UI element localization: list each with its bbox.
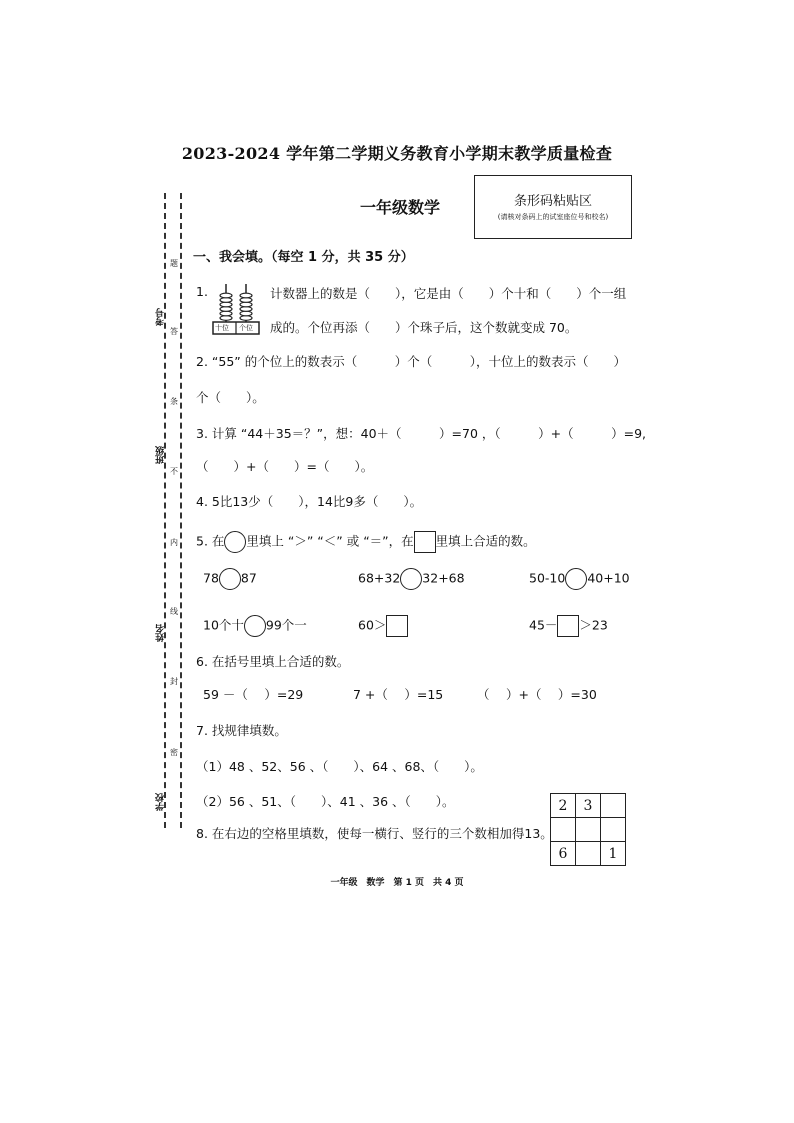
grid-cell[interactable] (601, 794, 626, 818)
grid-cell[interactable] (576, 842, 601, 866)
compare-1-right: 87 (240, 570, 257, 586)
compare-5-left: 60＞ (358, 617, 387, 633)
compare-6 (529, 615, 608, 637)
barcode-note: (请核对条码上的试室座位号和校名) (497, 213, 609, 221)
margin-char-5: 内 (170, 538, 178, 547)
q7-seq2: （2）56 、51、（ ）、41 、36 、（ ）。 (196, 794, 455, 809)
margin-label-exam-no: 考号 (156, 308, 166, 326)
q1-line1: 计数器上的数是（ ），它是由（ ）个十和（ ）个一组 (270, 286, 627, 301)
compare-circle-3[interactable] (565, 568, 587, 590)
grid-cell[interactable]: 6 (551, 842, 576, 866)
q5-mid: 里填上 “＞” “＜” 或 “＝”，在 (246, 533, 414, 549)
grid-cell[interactable] (576, 818, 601, 842)
q6-eq2: 7 +（ ）=15 (353, 687, 444, 702)
q7-seq1: （1）48 、52、56 、（ ）、64 、68、（ ）。 (196, 759, 483, 774)
compare-3-right: 40+10 (587, 570, 630, 586)
fill-square-6[interactable] (557, 615, 579, 637)
margin-dashed-line-inner (180, 193, 182, 828)
grid-cell[interactable]: 1 (601, 842, 626, 866)
q1-number: 1. (196, 284, 208, 299)
margin-char-3: 条 (170, 397, 178, 406)
exam-title: 2023-2024 学年第二学期义务教育小学期末教学质量检查 (181, 144, 613, 163)
margin-label-class: 班级 (156, 446, 166, 464)
margin-char-4: 不 (170, 467, 178, 476)
compare-6-right: ＞23 (579, 617, 608, 633)
q5-post: 里填上合适的数。 (435, 533, 536, 549)
compare-6-left: 45－ (529, 617, 558, 633)
margin-char-7: 封 (170, 677, 178, 686)
section-heading: 一、我会填。（每空 1 分，共 35 分） (193, 250, 414, 265)
compare-3 (529, 568, 630, 590)
compare-3-left: 50-10 (529, 570, 566, 586)
compare-4-right: 99个一 (265, 617, 307, 633)
page-footer: 一年级 数学 第 1 页 共 4 页 (330, 878, 464, 888)
q1-line2: 成的。个位再添（ ）个珠子后，这个数就变成 70。 (270, 320, 578, 335)
margin-label-school: 学校 (156, 793, 166, 811)
compare-1 (203, 568, 257, 590)
abacus-ones-label: 个位 (239, 324, 253, 332)
margin-char-6: 线 (170, 607, 178, 616)
q6-eq3: （ ）+（ ）=30 (477, 687, 597, 702)
q8-text: 8. 在右边的空格里填数，使每一横行、竖行的三个数相加得13。 (196, 826, 553, 841)
q6-eq1: 59 －（ ）=29 (203, 687, 304, 702)
q5-instruction (196, 531, 536, 553)
fill-square-5[interactable] (386, 615, 408, 637)
grid-cell[interactable] (601, 818, 626, 842)
circle-blank-icon (224, 531, 246, 553)
q3-line1: 3. 计算 “44＋35＝？”，想：40＋（ ）=70 ，（ ）+（ ）=9, (196, 426, 647, 441)
abacus-tens-label: 十位 (215, 324, 229, 332)
q4-text: 4. 5比13少（ ），14比9多（ ）。 (196, 494, 423, 509)
compare-1-left: 78 (203, 570, 219, 586)
compare-circle-1[interactable] (219, 568, 241, 590)
compare-2 (358, 568, 465, 590)
margin-dashed-line-outer (164, 193, 166, 828)
square-blank-icon (414, 531, 436, 553)
q6-heading: 6. 在括号里填上合适的数。 (196, 654, 350, 669)
grid-cell[interactable]: 3 (576, 794, 601, 818)
q3-line2: （ ）+（ ）=（ ）。 (196, 459, 374, 474)
compare-circle-2[interactable] (400, 568, 422, 590)
margin-char-1: 题 (170, 259, 178, 268)
compare-4 (203, 615, 307, 637)
barcode-area (474, 175, 632, 239)
grid-cell[interactable] (551, 818, 576, 842)
subject-title: 一年级数学 (360, 198, 441, 217)
q2-line1: 2. “55” 的个位上的数表示（ ）个（ ），十位上的数表示（ ） (196, 354, 626, 369)
margin-char-8: 密 (170, 748, 178, 757)
compare-2-right: 32+68 (422, 570, 465, 586)
grid-cell[interactable]: 2 (551, 794, 576, 818)
compare-2-left: 68+32 (358, 570, 401, 586)
q5-pre: 5. 在 (196, 533, 225, 549)
margin-label-name: 姓名 (156, 624, 166, 642)
magic-grid (550, 793, 626, 866)
margin-char-2: 答 (170, 327, 178, 336)
q2-line2: 个（ ）。 (196, 390, 265, 405)
compare-4-left: 10个十 (203, 617, 244, 633)
compare-circle-4[interactable] (244, 615, 266, 637)
compare-5 (358, 615, 408, 637)
q7-heading: 7. 找规律填数。 (196, 723, 287, 738)
barcode-label: 条形码粘贴区 (513, 194, 592, 209)
